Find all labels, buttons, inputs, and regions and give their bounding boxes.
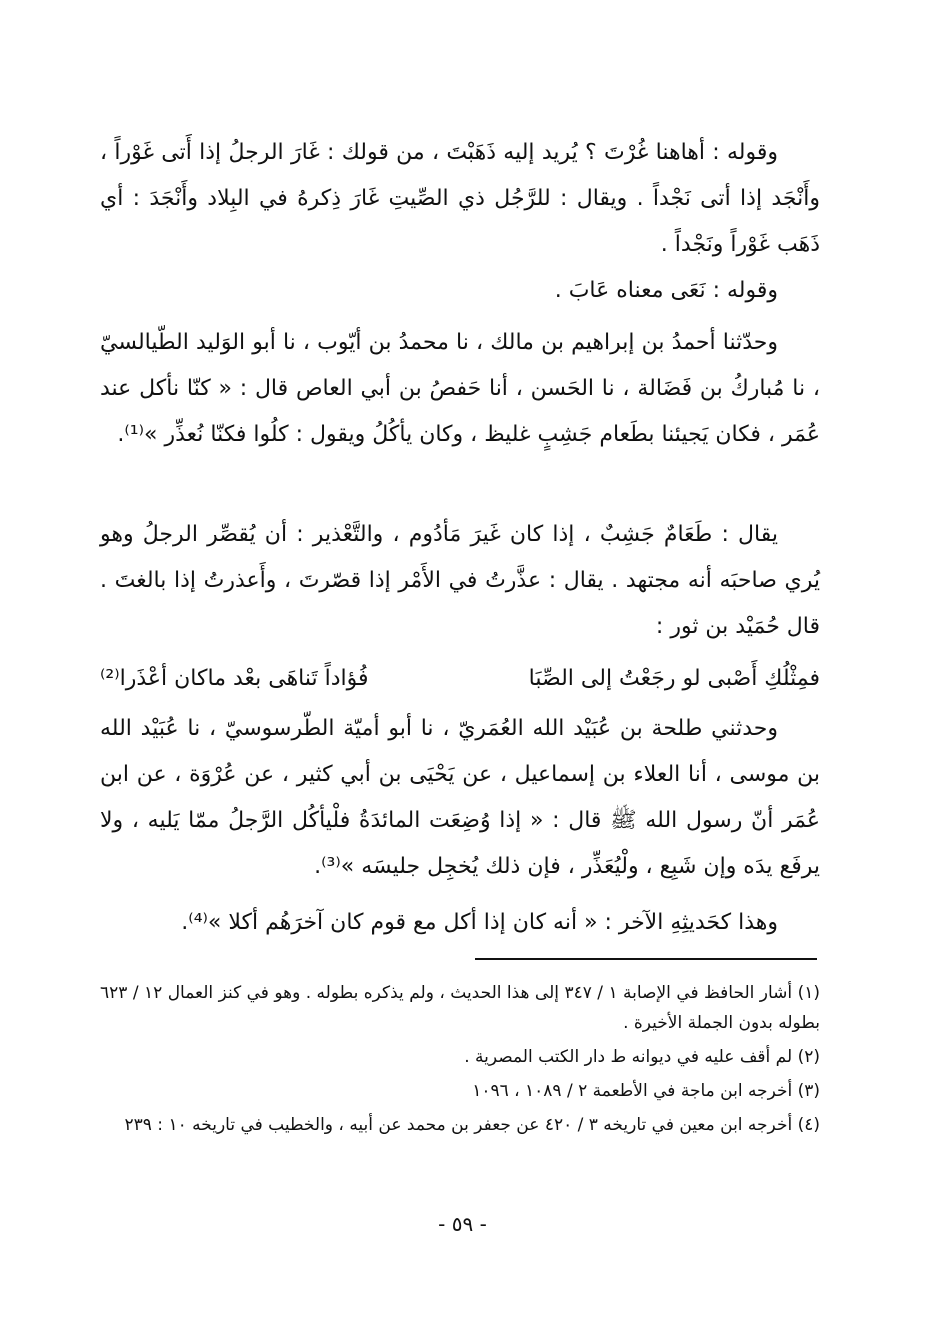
paragraph-naa: وقوله : نَعَى معناه عَابَ . bbox=[554, 278, 778, 303]
page-number: - ٥٩ - bbox=[438, 1212, 487, 1236]
paragraph-ghurt: وقوله : أهاهنا غُرْتَ ؟ يُريد إليه ذَهَبْتَ ، من قولك : غَارَ الرجلُ إذا أَتى غَوْراً ، وأَنْجَد إذا أتى نَجْداً . ويقال : للرَّجُل ذي الصِّيتِ غَارَ ذِكرهُ في البِلاد وأَنْجَدَ : أي ذَهَب غَوْراً ونَجْداً . bbox=[100, 140, 820, 257]
footnote-separator bbox=[475, 958, 817, 960]
text-block-1 bbox=[100, 130, 820, 314]
paragraph-tadhir: يقال : طَعَامٌ جَشِبٌ ، إذا كان غَيرَ مَأدُوم ، والتَّعْذير : أن يُقصِّر الرجلُ وهو يُري صاحبَه أنه مجتهد . يقال : عذَّرتُ في الأَمْر إذا قصّرتَ ، وأَعذرتُ إذا بالغتَ . قال حُمَيْد بن ثور : bbox=[100, 522, 820, 639]
poetry-verse bbox=[100, 656, 820, 702]
footnote-4: (٤) أخرجه ابن معين في تاريخه ٣ / ٤٢٠ عن جعفر بن محمد عن أبيه ، والخطيب في تاريخه ١٠ : ٢٣٩ bbox=[124, 1115, 820, 1135]
footnote-3: (٣) أخرجه ابن ماجة في الأطعمة ٢ / ١٠٨٩ ، ١٠٩٦ bbox=[472, 1081, 820, 1101]
footnote-1: (١) أشار الحافظ في الإصابة ١ / ٣٤٧ إلى هذا الحديث ، ولم يذكره بطوله . وهو في كنز العمال ١٢ / ٦٢٣ بطوله بدون الجملة الأخيرة . bbox=[100, 983, 820, 1033]
text-block-4 bbox=[100, 706, 820, 946]
paragraph-hadith-umar: وحدّثنا أحمدُ بن إبراهيم بن مالك ، نا محمدُ بن أيّوب ، نا أبو الوَليد الطّيالسيّ ، نا مُباركُ بن فَضَالة ، نا الحَسن ، أنا حَفصُ بن أبي العاص قال : « كنّا نأكل عند عُمَر ، فكان يَجيئنا بطَعام جَشِبٍ غليظ ، وكان يأكُلُ ويقول : كلُوا فكنّا نُعذِّر »⁽¹⁾. bbox=[100, 330, 820, 447]
text-block-3 bbox=[100, 512, 820, 650]
verse-second-hemistich: فُؤاداً تَناهَى بعْد ماكان أعْذَرا⁽²⁾ bbox=[100, 666, 369, 691]
footnote-2: (٢) لم أقف عليه في ديوانه ط دار الكتب المصرية . bbox=[464, 1047, 820, 1067]
paragraph-akhar: وهذا كحَديثِهِ الآخر : « أنه كان إذا أكل مع قوم كان آخرَهُم أكلا »⁽⁴⁾. bbox=[181, 910, 778, 935]
paragraph-hadith-maida: وحدثني طلحة بن عُبَيْد الله العُمَريّ ، نا أبو أميّة الطّرسوسيّ ، نا عُبَيْد الله بن موسى ، أنا العلاء بن إسماعيل ، عن يَحْيَى بن أبي كثير ، عن عُرْوَة ، عن ابن عُمَر أنّ رسول الله ﷺ قال : « إذا وُضِعَت المائدَةُ فلْيأكُل الرَّجلُ ممّا يَليه ، ولا يرفَع يدَه وإن شَبِع ، ولْيُعَذِّر ، فإن ذلك يُخجِل جليسَه »⁽³⁾. bbox=[100, 716, 820, 879]
verse-first-hemistich: فمِثْلُكِ أَصْبى لو رجَعْتُ إلى الصِّبَا bbox=[528, 666, 820, 691]
footnotes bbox=[100, 978, 820, 1144]
text-block-2 bbox=[100, 320, 820, 458]
